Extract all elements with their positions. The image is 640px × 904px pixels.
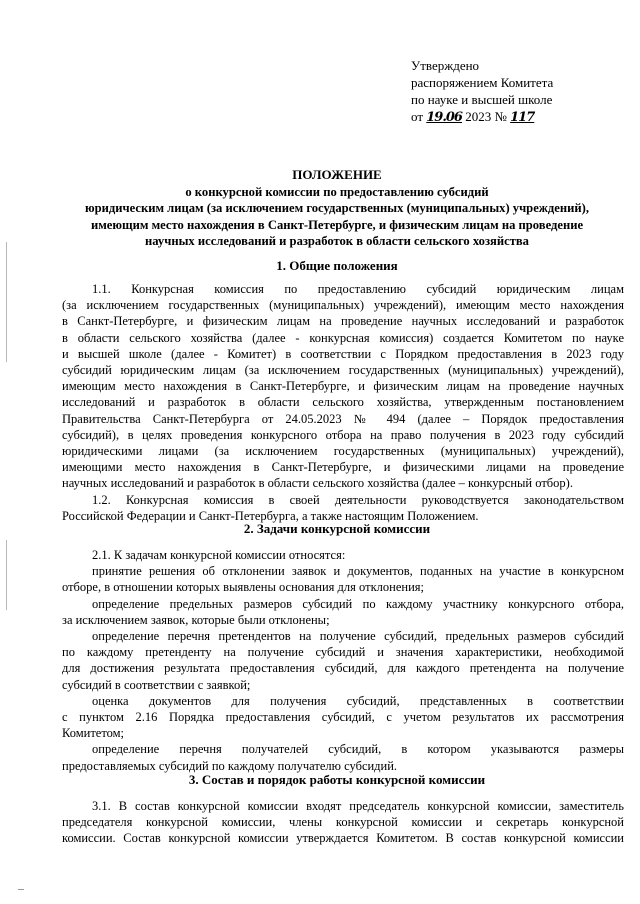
paragraph-line: субсидий в соответствии с заявкой; [62,677,251,692]
paragraph-line: по каждому претенденту на получение субсидий и значения характеристики, необходимой [62,645,624,660]
paragraph-line: Правительства Санкт-Петербурга от 24.05.2023 № 494 (далее – Порядок предоставления [62,411,624,426]
section-3-heading: 3. Состав и порядок работы конкурсной комиссии [188,772,486,787]
document-title [48,167,626,250]
paragraph-line: для достижения результата предоставления субсидий, для каждого претендента на получение [62,661,624,676]
section-3-body [62,798,624,847]
paragraph-line: председателя конкурсной комиссии, члены конкурсной комиссии и секретарь конкурсной [62,815,624,830]
title-line: имеющим место нахождения в Санкт-Петербурге, и физическим лицам на проведение [90,217,584,232]
paragraph-line: субсидий юридическим лицам (за исключением государственных (муниципальных) учреждений), [62,363,624,378]
paragraph-line: (за исключением государственных (муниципальных) учреждений), имеющим место нахождения [62,298,624,313]
scan-corner-mark [18,889,24,890]
paragraph-line: субсидий), в целях проведения конкурсного отбора на право получения в 2023 году субсидий [62,427,624,442]
paragraph-line: определение предельных размеров субсидий по каждому участнику конкурсного отбора, [92,596,624,611]
date-prefix: от [411,109,424,124]
paragraph-line: определение перечня получателей субсидий, в котором указываются размеры [92,742,624,757]
paragraph-line: 2.1. К задачам конкурсной комиссии относятся: [92,548,346,562]
paragraph-line: оценка документов для получения субсидий, представленных в соответствии [92,693,624,708]
paragraph-line: с пунктом 2.16 Порядка предоставления субсидий, с учетом результатов их рассмотрения [62,710,624,725]
section-2-body [62,547,624,774]
paragraph-line: комиссии. Состав конкурсной комиссии утверждается Комитетом. В состав конкурсной комиссии [62,831,624,846]
paragraph-line: имеющими место нахождения в Санкт-Петербурге, и физическими лицами на проведение [62,460,624,475]
approval-line: Утверждено [411,58,480,73]
paragraph-line: 3.1. В состав конкурсной комиссии входят председатель конкурсной комиссии, заместитель [92,799,624,813]
scan-margin-mark [6,242,7,362]
section-2-heading: 2. Задачи конкурсной комиссии [243,521,431,536]
paragraph-line: исследований и разработок в области сельского хозяйства, утвержденным постановлением [62,395,624,410]
paragraph-line: Комитетом; [62,726,125,741]
approval-line: по науке и высшей школе [411,92,553,107]
paragraph-line: предоставляемых субсидий по каждому получателю субсидий. [62,758,398,773]
title-line: юридическим лицам (за исключением государственных (муниципальных) учреждений), [85,201,589,216]
paragraph-line: в области сельского хозяйства (далее - конкурсная комиссия) создается Комитетом по науке [62,330,624,345]
section-1-heading: 1. Общие положения [276,258,398,273]
handwritten-date: 19.06 [426,110,462,125]
paragraph-line: имеющим место нахождения в Санкт-Петербурге, и физическим лицам на проведение научных [62,379,624,394]
paragraph-line: научных исследований и разработок в области сельского хозяйства (далее – конкурсный отбор). [62,476,573,491]
section-1-body [62,281,624,524]
approval-date-line [411,108,553,126]
paragraph-line: юридическими лицами (за исключением государственных (муниципальных) учреждений), [62,444,624,459]
paragraph-line: 1.2. Конкурсная комиссия в своей деятельности руководствуется законодательством [92,492,624,507]
paragraph-line: 1.1. Конкурсная комиссия по предоставлению субсидий юридическим лицам [92,282,624,296]
paragraph-line: за исключением заявок, которые были отклонены; [62,612,330,627]
approval-line: распоряжением Комитета [411,75,554,90]
title-line: научных исследований и разработок в области сельского хозяйства [145,234,529,249]
paragraph-line: Российской Федерации и Санкт-Петербурга, а также настоящим Положением. [62,508,479,523]
scan-margin-mark [6,540,7,610]
title-line: о конкурсной комиссии по предоставлению субсидий [185,184,489,199]
paragraph-line: принятие решения об отклонении заявок и документов, поданных на участие в конкурсном [92,564,624,579]
paragraph-line: определение перечня претендентов на получение субсидий, предельных размеров субсидий [92,629,624,644]
title-main: ПОЛОЖЕНИЕ [292,167,382,182]
approval-block [411,57,553,126]
paragraph-line: в Санкт-Петербурге, и физическим лицам на проведение научных исследований и разработок [62,314,624,329]
year-label: 2023 № [465,109,507,124]
paragraph-line: отборе, в отношении которых выявлены основания для отклонения; [62,580,424,595]
paragraph-line: и высшей школе (далее - Комитет) в соответствии с Порядком предоставления в 2023 году [62,346,624,361]
handwritten-number: 117 [510,110,535,125]
